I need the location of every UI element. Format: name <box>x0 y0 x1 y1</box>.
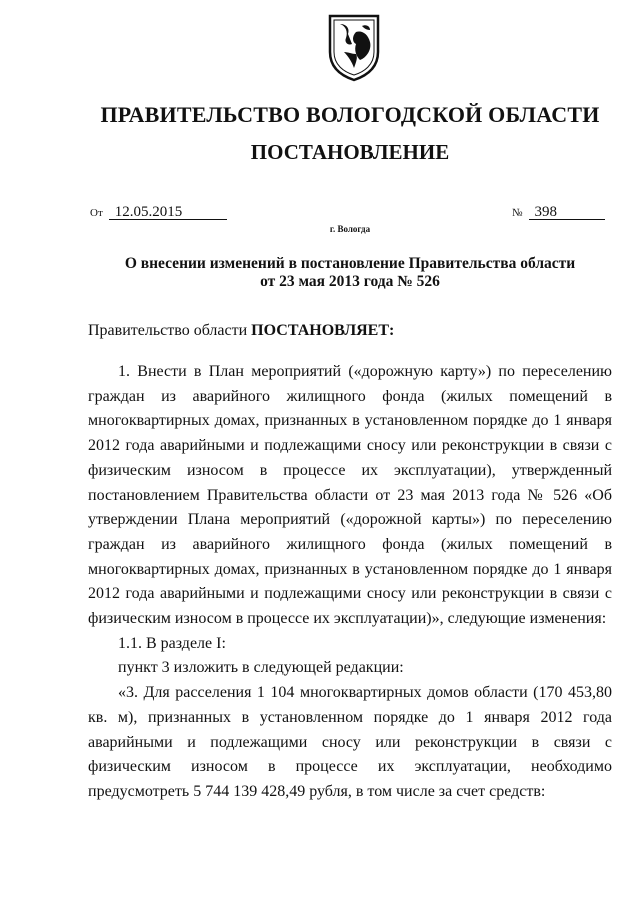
date-value: 12.05.2015 <box>109 205 227 220</box>
document-body <box>88 360 612 805</box>
city: г. Вологда <box>329 224 371 234</box>
paragraph: «3. Для расселения 1 104 многоквартирных домов области (170 453,80 кв. м), признанных в установленном порядке до 1 января 2012 года аварийными и подлежащими сносу или реконструкции в связи с физическим износом в процессе их эксплуатации, необходимо предусмотреть 5 744 139 428,49 рубля, в том числе за счет средств: <box>88 684 612 800</box>
subject-line-1: О внесении изменений в постановление Правительства области <box>124 255 576 272</box>
paragraph: 1. Внести в План мероприятий («дорожную карту») по переселению граждан из аварийного жилищного фонда (жилых помещений в многоквартирных домах, признанных в установленном порядке до 1 января 2012 года аварийными и подлежащими сносу или реконструкции в связи с физическим износом в процессе их эксплуатации), утвержденный постановлением Правительства области от 23 мая 2013 года № 526 «Об утверждении Плана мероприятий («дорожной карты») по переселению граждан из аварийного жилищного фонда (жилых помещений в многоквартирных домах, признанных в установленном порядке до 1 января 2012 года аварийными и подлежащими сносу или реконструкции в связи с физическим износом в процессе их эксплуатации)», следующие изменения: <box>88 363 612 628</box>
preamble-text: Правительство области <box>88 322 252 339</box>
subject-line-2: от 23 мая 2013 года № 526 <box>260 273 440 290</box>
preamble <box>88 322 394 340</box>
coat-of-arms-icon <box>326 12 382 82</box>
preamble-keyword: ПОСТАНОВЛЯЕТ: <box>251 322 395 339</box>
paragraph: пункт 3 изложить в следующей редакции: <box>118 659 404 677</box>
government-title: ПРАВИТЕЛЬСТВО ВОЛОГОДСКОЙ ОБЛАСТИ <box>100 102 600 127</box>
number-field <box>512 204 605 221</box>
date-field <box>90 204 227 221</box>
date-label: От <box>90 207 103 219</box>
number-value: 398 <box>529 205 605 220</box>
paragraph: 1.1. В разделе I: <box>118 634 226 652</box>
document-type: ПОСТАНОВЛЕНИЕ <box>250 140 450 164</box>
number-label: № <box>512 207 523 219</box>
document-subject <box>0 255 640 291</box>
